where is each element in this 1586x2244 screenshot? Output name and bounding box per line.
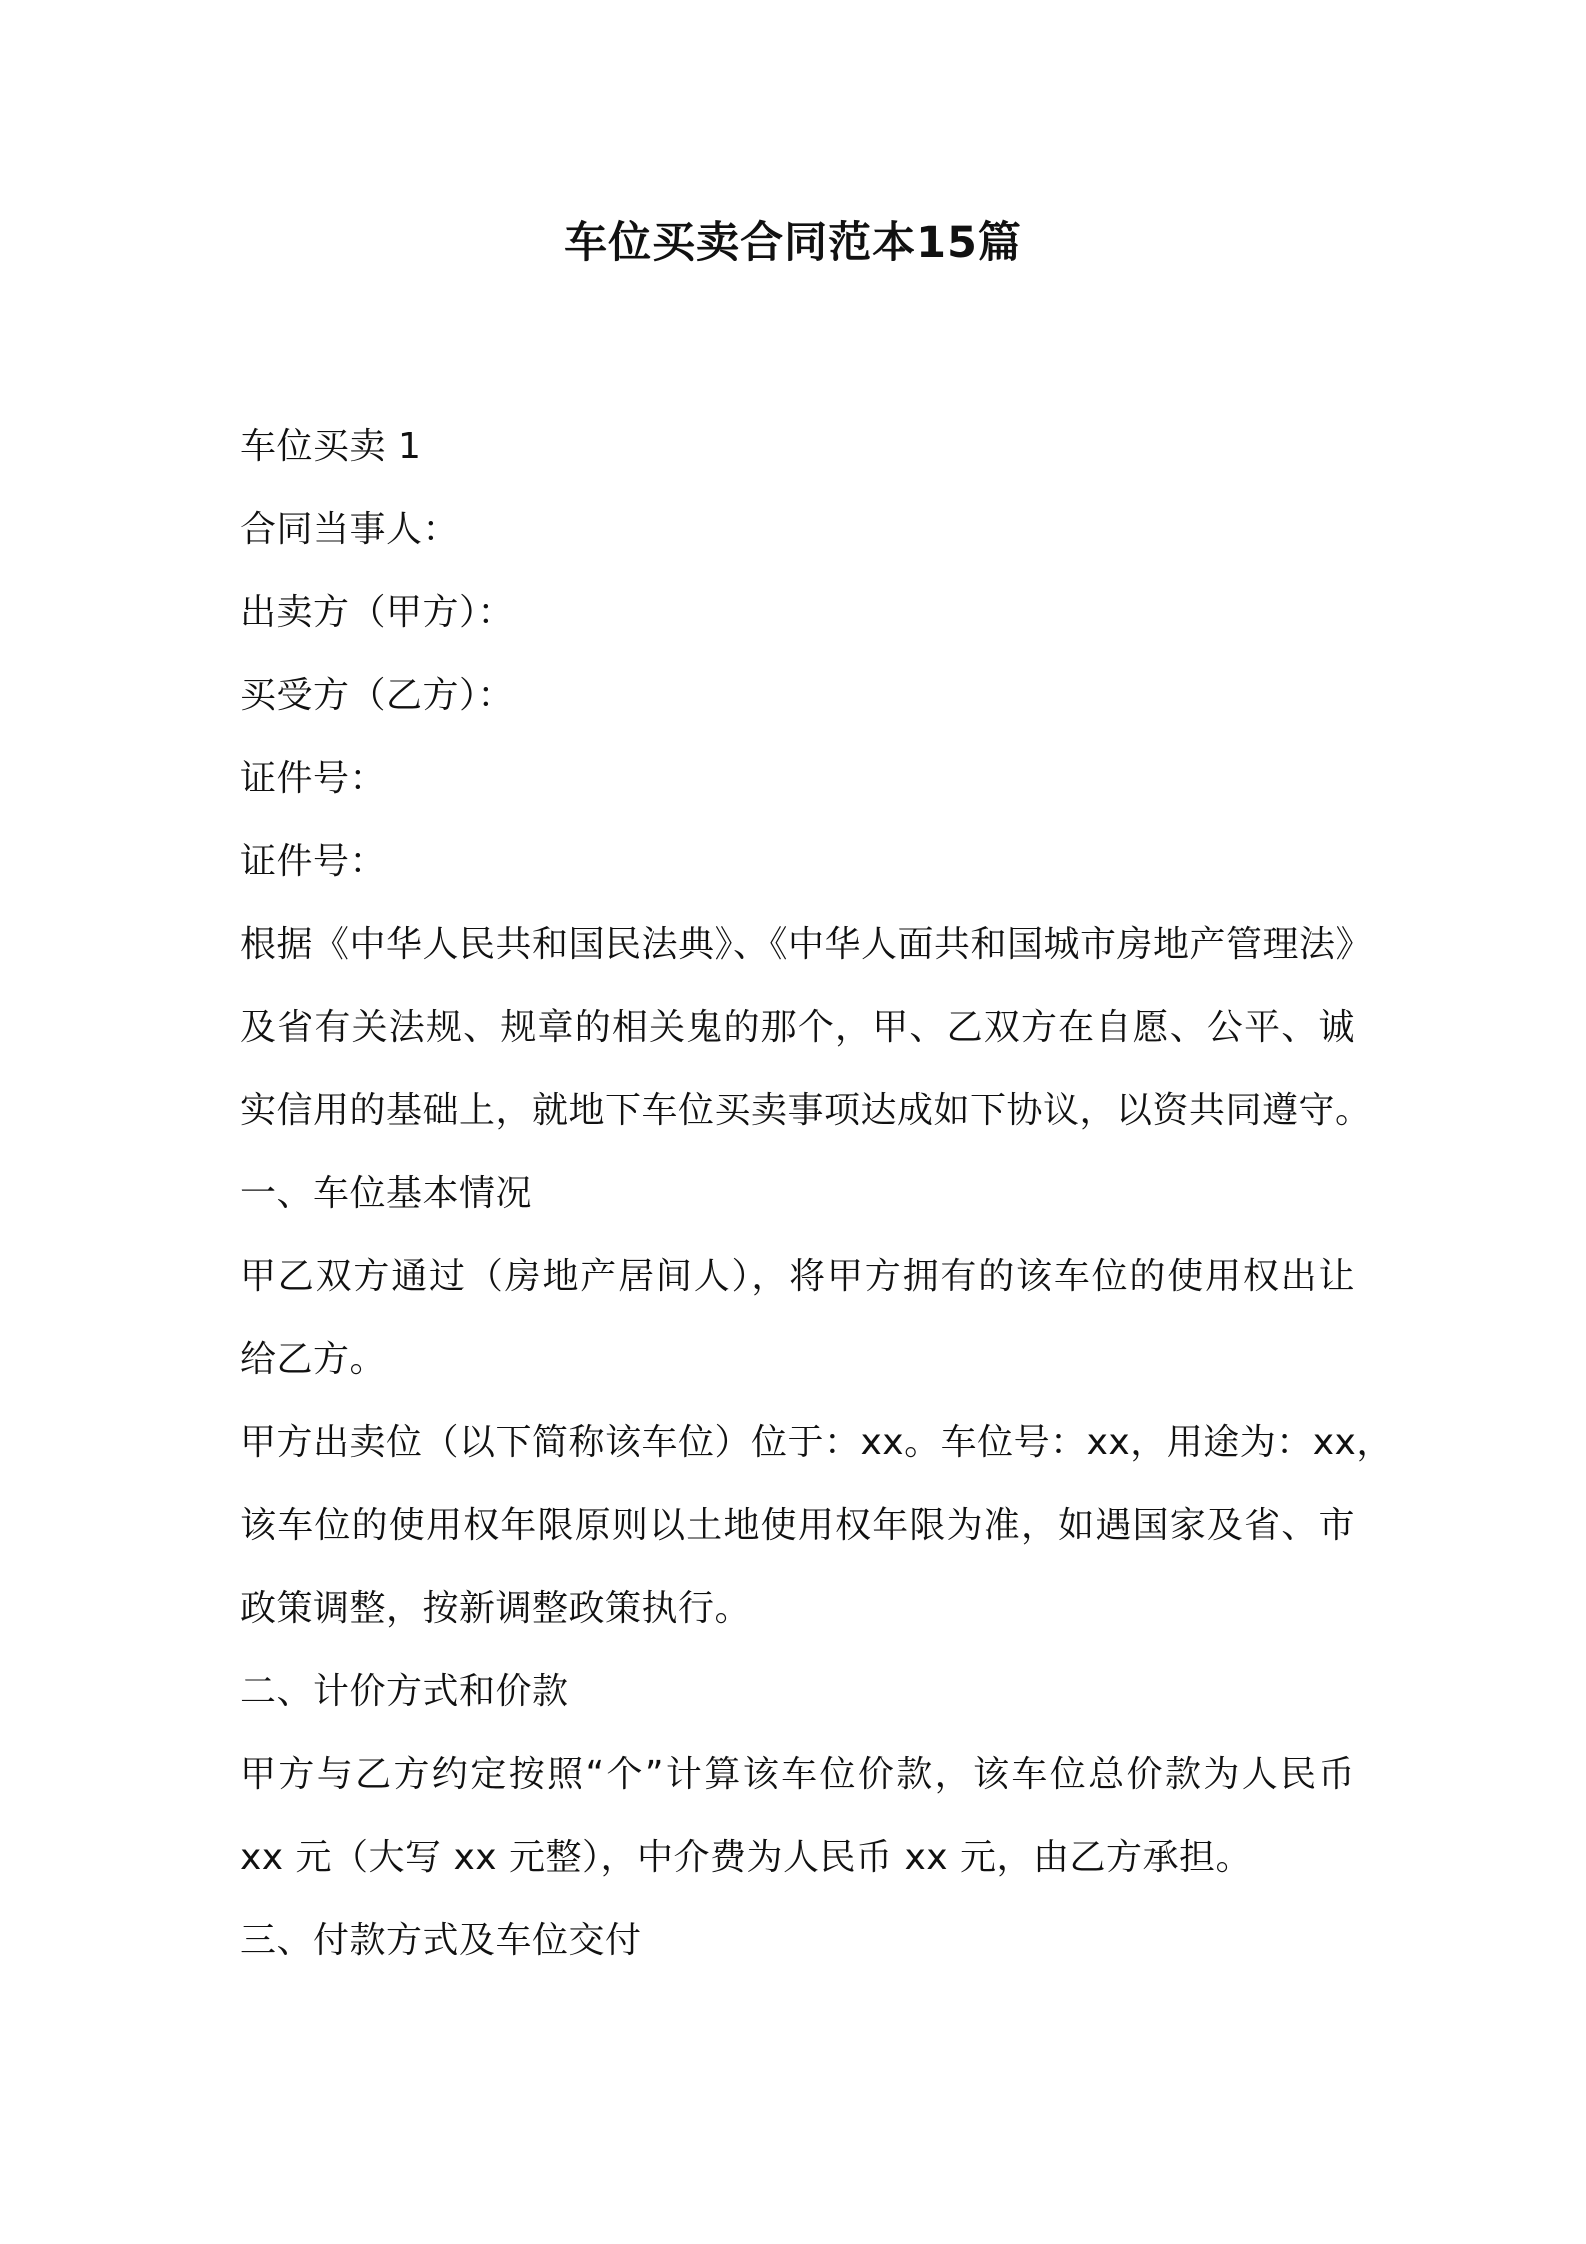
paragraph-line: 甲方出卖位（以下简称该车位）位于：xx。车位号：xx，用途为：xx， (240, 1422, 1393, 1463)
id-number-field: 证件号： (240, 758, 387, 799)
section-heading: 车位买卖 1 (240, 426, 422, 467)
clause-heading: 一、车位基本情况 (240, 1173, 533, 1214)
parties-label: 合同当事人： (240, 509, 460, 550)
paragraph-line: 根据《中华人民共和国民法典》、《中华人面共和国城市房地产管理法》 (240, 924, 1373, 965)
id-number-field: 证件号： (240, 841, 387, 882)
paragraph-line: 政策调整，按新调整政策执行。 (240, 1588, 752, 1629)
document-body (240, 405, 1393, 1982)
clause-heading: 二、计价方式和价款 (240, 1671, 569, 1712)
buyer-field: 买受方（乙方）： (240, 675, 515, 716)
seller-field: 出卖方（甲方）： (240, 592, 515, 633)
clause-heading: 三、付款方式及车位交付 (240, 1920, 642, 1961)
paragraph-line: 该车位的使用权年限原则以土地使用权年限为准，如遇国家及省、市 (240, 1505, 1355, 1546)
paragraph-line: 甲方与乙方约定按照“个”计算该车位价款，该车位总价款为人民币 (240, 1754, 1355, 1795)
document-title: 车位买卖合同范本15篇 (564, 218, 1022, 268)
paragraph-line: 给乙方。 (240, 1339, 387, 1380)
paragraph-line: 实信用的基础上，就地下车位买卖事项达成如下协议，以资共同遵守。 (240, 1090, 1372, 1131)
paragraph-line: 及省有关法规、规章的相关鬼的那个，甲、乙双方在自愿、公平、诚 (240, 1007, 1355, 1048)
paragraph-line: 甲乙双方通过（房地产居间人），将甲方拥有的该车位的使用权出让 (240, 1256, 1355, 1297)
paragraph-line: xx 元（大写 xx 元整），中介费为人民币 xx 元，由乙方承担。 (240, 1837, 1253, 1878)
